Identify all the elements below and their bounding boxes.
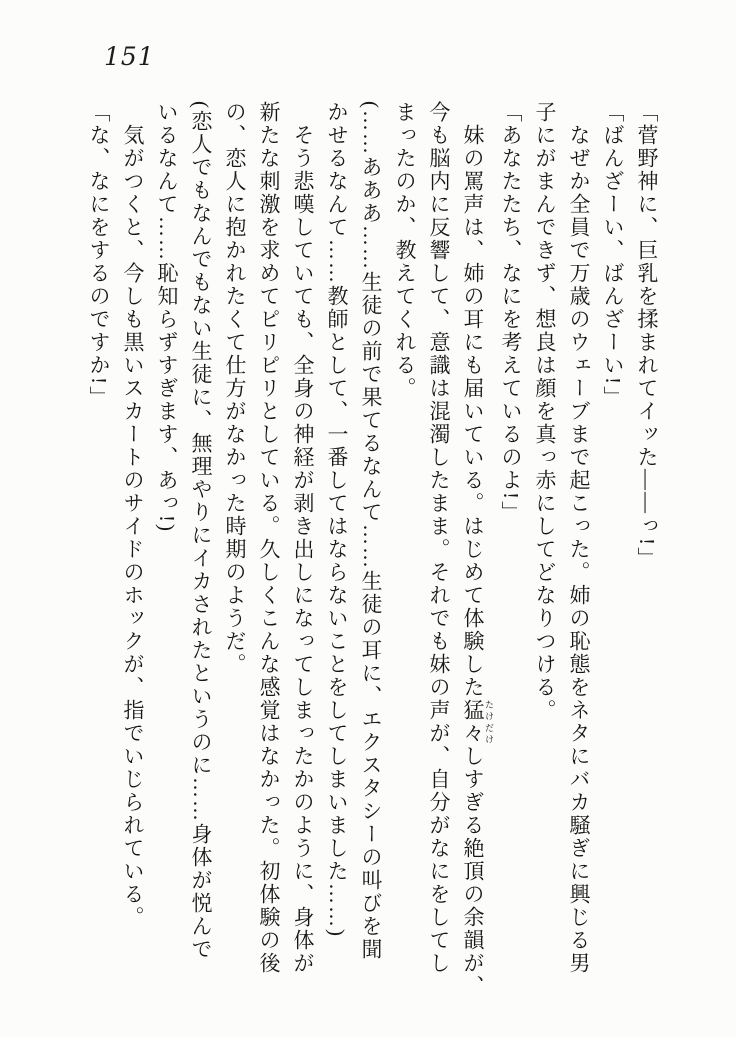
text-line: の、恋人に抱かれたくて仕方がなかった時期のようだ。 — [223, 101, 247, 676]
text-line: そう悲嘆していても、全身の神経が剥き出しになってしまったかのように、身体が — [291, 124, 315, 975]
text-line: 妹の罵声は、姉の耳にも届いている。はじめて体験した猛々 たけだけしすぎる絶頂の余韻が、 — [461, 124, 494, 998]
text-line: (……あああ……生徒の前で果てるなんて……生徒の耳に、エクスタシーの叫びを聞 — [359, 101, 383, 961]
text-line: 新たな刺激を求めてピリピリとしている。久しくこんな感覚はなかった。初体験の後 — [257, 101, 281, 975]
text-line: 子にがまんできず、想良は顔を真っ赤にしてどなりつける。 — [533, 101, 557, 722]
vertical-text-block — [82, 101, 664, 1003]
text-line: 「ばんざーい、ばんざーい!」 — [601, 101, 625, 409]
text-line: (恋人でもなんでもない生徒に、無理やりにイカされたというのに……身体が悦んで — [189, 101, 213, 961]
text-line: 「な、なにをするのですか!」 — [87, 101, 111, 409]
text-line: 気がつくと、今しも黒いスカートのサイドのホックが、指でいじられている。 — [121, 124, 145, 929]
text-line: 「あなたたち、なにを考えているのよ!」 — [499, 101, 523, 524]
text-line: 「菅野神に、巨乳を揉まれてイッた――っ!」 — [635, 101, 659, 570]
text-line: かせるなんて……教師として、一番してはならないことをしてしまいました……) — [325, 101, 349, 938]
text-line: まったのか、教えてくれる。 — [393, 101, 417, 400]
furigana: たけだけ — [484, 699, 494, 745]
ruby-annotated-word: 猛々 たけだけ — [461, 699, 494, 745]
page-number: 151 — [104, 42, 155, 71]
text-line: いるなんて……恥知らずすぎます、あっ!) — [155, 101, 179, 533]
text-line: 今も脳内に反響して、意識は混濁したまま。それでも妹の声が、自分がなにをしてし — [427, 101, 451, 975]
text-line: なぜか全員で万歳のウェーブまで起こった。姉の恥態をネタにバカ騒ぎに興じる男 — [567, 124, 591, 975]
